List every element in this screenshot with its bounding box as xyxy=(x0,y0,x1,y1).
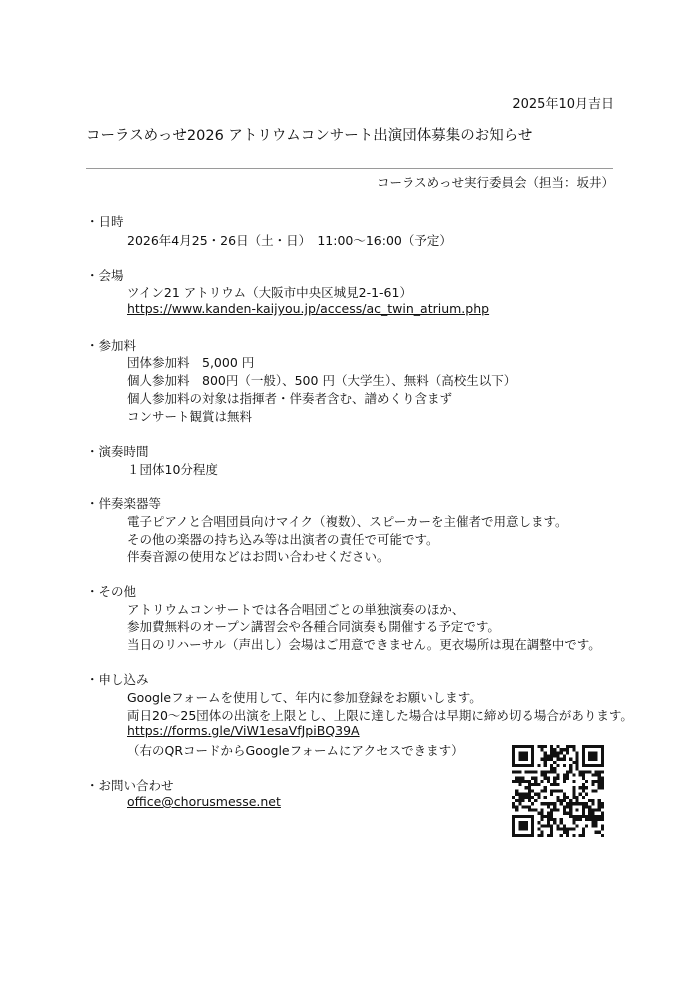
section-heading-fees: ・参加料 xyxy=(86,338,137,353)
section-heading-performance-time: ・演奏時間 xyxy=(86,444,149,459)
instruments-line-1: 電子ピアノと合唱団員向けマイク（複数）、スピーカーを主催者で用意します。 xyxy=(127,514,568,529)
other-line-1: アトリウムコンサートでは各合唱団ごとの単独演奏のほか、 xyxy=(127,602,465,617)
fee-line-individual: 個人参加料 800円（一般）、500 円（大学生）、無料（高校生以下） xyxy=(127,373,517,388)
application-form-link[interactable]: https://forms.gle/ViW1esaVfJpiBQ39A xyxy=(127,723,360,738)
application-line-2: 両日20〜25団体の出演を上限とし、上限に達した場合は早期に締め切る場合があります。 xyxy=(127,708,633,723)
title-divider xyxy=(86,168,613,169)
section-heading-contact: ・お問い合わせ xyxy=(86,778,174,793)
section-heading-venue: ・会場 xyxy=(86,268,124,283)
organizer-line: コーラスめっせ実行委員会（担当：坂井） xyxy=(376,175,614,190)
document-date: 2025年10月吉日 xyxy=(512,97,614,112)
qr-code-image[interactable] xyxy=(512,745,604,837)
document-title: コーラスめっせ2026 アトリウムコンサート出演団体募集のお知らせ xyxy=(86,128,533,144)
fee-line-group: 団体参加料 5,000 円 xyxy=(127,355,255,370)
venue-url-link[interactable]: https://www.kanden-kaijyou.jp/access/ac_twin_atrium.php xyxy=(127,301,490,316)
datetime-text: 2026年4月25・26日（土・日） 11:00〜16:00（予定） xyxy=(127,233,452,248)
application-line-1: Googleフォームを使用して、年内に参加登録をお願いします。 xyxy=(127,690,482,705)
application-qr-note: （右のQRコードからGoogleフォームにアクセスできます） xyxy=(127,743,464,758)
other-line-3: 当日のリハーサル（声出し）会場はご用意できません。更衣場所は現在調整中です。 xyxy=(127,637,601,652)
section-heading-application: ・申し込み xyxy=(86,672,149,687)
fee-line-concert: コンサート観賞は無料 xyxy=(127,409,253,424)
section-heading-other: ・その他 xyxy=(86,584,137,599)
fee-line-note: 個人参加料の対象は指揮者・伴奏者含む、譜めくり含まず xyxy=(127,391,453,406)
section-heading-datetime: ・日時 xyxy=(86,214,124,229)
instruments-line-3: 伴奏音源の使用などはお問い合わせください。 xyxy=(127,549,390,564)
section-heading-instruments: ・伴奏楽器等 xyxy=(86,496,162,511)
contact-email-link[interactable]: office@chorusmesse.net xyxy=(127,794,281,809)
venue-text: ツイン21 アトリウム（大阪市中央区城見2-1-61） xyxy=(127,285,412,300)
instruments-line-2: その他の楽器の持ち込み等は出演者の責任で可能です。 xyxy=(127,532,439,547)
performance-time-text: １団体10分程度 xyxy=(127,462,218,477)
other-line-2: 参加費無料のオープン講習会や各種合同演奏も開催する予定です。 xyxy=(127,619,500,634)
